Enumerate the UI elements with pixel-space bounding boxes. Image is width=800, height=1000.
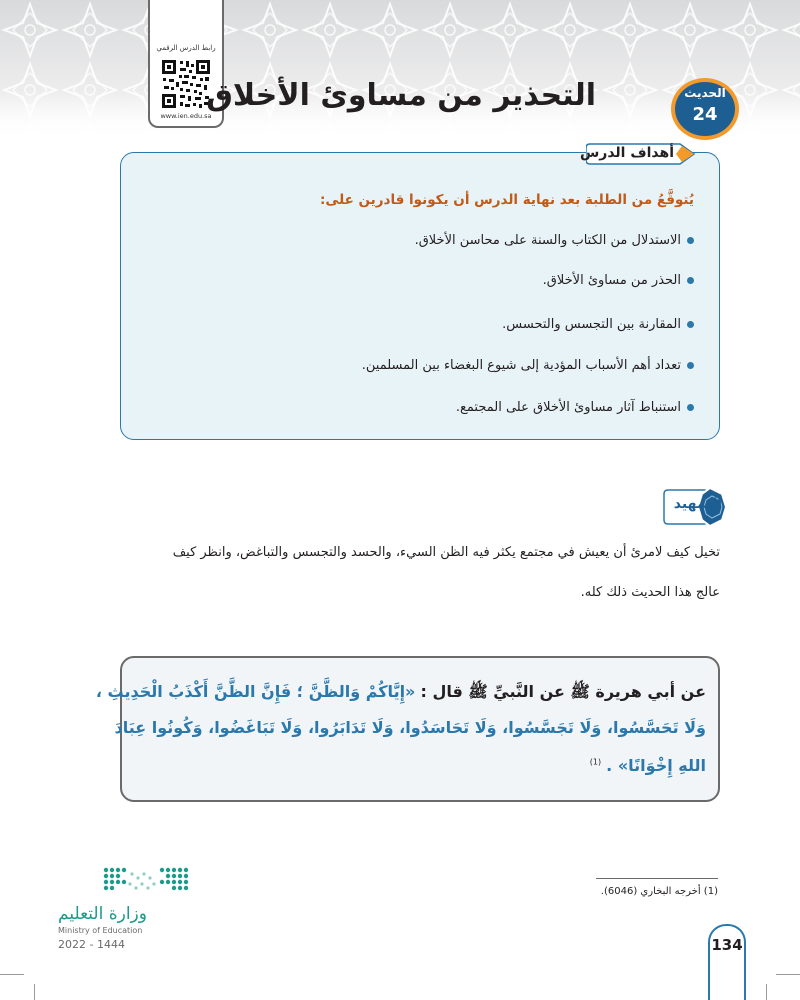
hadith-number-badge — [671, 78, 739, 140]
objective-item: استنباط آثار مساوئ الأخلاق على المجتمع. — [456, 400, 694, 415]
crop-mark — [776, 974, 800, 975]
footnote: (1) أخرجه البخاري (6046). — [600, 886, 718, 897]
page-number: 134 — [711, 936, 743, 954]
crop-mark — [766, 984, 767, 1000]
objective-item: الحذر من مساوئ الأخلاق. — [543, 273, 694, 288]
objectives-title: أهداف الدرس — [579, 145, 674, 161]
objectives-intro: يُتوقَّعُ من الطلبة بعد نهاية الدرس أن يكونوا قادرين على: — [320, 192, 694, 208]
bullet-icon — [687, 237, 694, 244]
intro-paragraph-line: تخيل كيف لامرئ أن يعيش في مجتمع يكثر فيه الظن السيء، والحسد والتجسس والتباغض، وانظر كيف — [172, 545, 720, 560]
footnote-divider — [596, 878, 718, 879]
hadith-narrator: عن أبي هريرة ﷺ عن النَّبيِّ ﷺ قال : — [420, 682, 706, 701]
bullet-icon — [687, 362, 694, 369]
intro-paragraph-line: عالج هذا الحديث ذلك كله. — [580, 585, 720, 600]
hadith-word: الحديث — [684, 86, 726, 100]
edition-year: 2022 - 1444 — [58, 938, 125, 951]
ministry-name-arabic: وزارة التعليم — [58, 904, 147, 924]
objective-item: المقارنة بين التجسس والتحسس. — [502, 317, 694, 332]
objectives-tab — [579, 140, 698, 168]
ministry-name-english: Ministry of Education — [58, 926, 143, 935]
crop-mark — [34, 984, 35, 1000]
objective-item: الاستدلال من الكتاب والسنة على محاسن الأخلاق. — [415, 233, 694, 248]
qr-url[interactable]: www.ien.edu.sa — [160, 112, 212, 120]
footnote-reference: (1) — [589, 757, 602, 767]
qr-code-icon[interactable] — [160, 58, 212, 110]
intro-heading: التمهيد — [673, 496, 722, 512]
hadith-line — [96, 682, 706, 705]
hadith-text: «إِيَّاكُمْ وَالظَّنَّ ؛ فَإِنَّ الظَّنَّ أَكْذَبُ الْحَدِيثِ ، — [95, 682, 416, 701]
bullet-icon — [687, 404, 694, 411]
hadith-text: وَلَا تَحَسَّسُوا، وَلَا تَجَسَّسُوا، وَلَا تَحَاسَدُوا، وَلَا تَدَابَرُوا، وَلَا تَبَاغَضُوا، وَكُونُوا عِبَادَ — [114, 718, 706, 737]
hadith-number: 24 — [692, 104, 718, 125]
hadith-line — [114, 718, 706, 737]
objective-item: تعداد أهم الأسباب المؤدية إلى شيوع البغضاء بين المسلمين. — [362, 358, 694, 373]
bullet-icon — [687, 277, 694, 284]
page-number-tab — [708, 924, 746, 1000]
hadith-text: اللهِ إِخْوَانًا» . — [606, 756, 706, 775]
ministry-logo-icon — [100, 862, 192, 898]
qr-label: رابط الدرس الرقمي — [156, 44, 216, 52]
hadith-line — [590, 756, 706, 775]
crop-mark — [0, 974, 24, 975]
bullet-icon — [687, 321, 694, 328]
page-title: التحذير من مساوئ الأخلاق — [206, 78, 596, 113]
